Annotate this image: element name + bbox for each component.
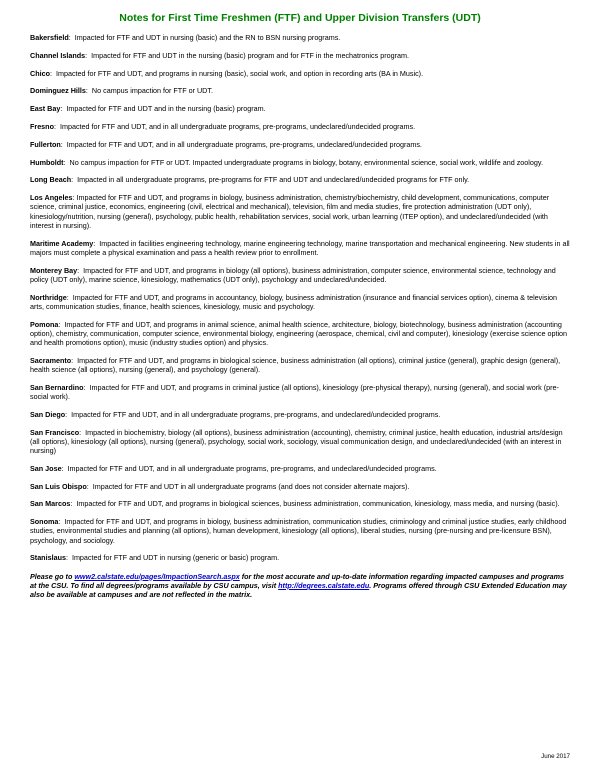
campus-name: Humboldt: [30, 157, 64, 167]
campus-impaction-text: Impacted for FTF and UDT in the nursing (basic) program and for FTF in the mechatronics program.: [91, 50, 409, 60]
campus-note: [30, 410, 570, 419]
campus-name: Bakersfield: [30, 33, 69, 42]
footnote-text-1: Please go to: [30, 571, 75, 581]
campus-name: San Jose: [30, 463, 62, 473]
campus-impaction-text: Impacted for FTF and UDT and in the nursing (basic) program.: [66, 104, 266, 114]
campus-note: [30, 51, 570, 60]
campus-separator: :: [65, 553, 72, 563]
campus-separator: :: [83, 382, 90, 392]
campus-impaction-text: Impacted in facilities engineering technology, marine engineering technology, marine transportation and mechanical engineering. New students in all majors must complete a physical examination and pass a health review prior to enrollment.: [30, 238, 570, 257]
campus-name: San Luis Obispo: [30, 481, 87, 491]
campus-name: Stanislaus: [30, 553, 66, 563]
campus-separator: :: [68, 33, 75, 42]
campus-separator: :: [63, 157, 70, 167]
campus-impaction-text: Impacted for FTF and UDT, and programs in biology, business administration, communication studies, criminology and criminal justice studies, early childhood studies, environmental studies and planning (all options), human development, kinesiology (all options), liberal studies, nursing (pre-nursing and pre-licensure BSN), psychology, and sociology.: [30, 517, 567, 545]
campus-note: [30, 140, 570, 149]
campus-name: Maritime Academy: [30, 238, 94, 248]
campus-separator: :: [71, 355, 78, 365]
campus-note: [30, 69, 570, 78]
campus-separator: :: [49, 68, 56, 78]
campus-impaction-text: Impacted for FTF and UDT, and programs in biological sciences, business administration, communication, kinesiology, mass media, and nursing (basic).: [76, 499, 560, 509]
campus-name: San Marcos: [30, 499, 71, 509]
campus-notes-list: [30, 33, 570, 563]
campus-separator: :: [65, 409, 72, 419]
campus-separator: :: [60, 139, 67, 149]
campus-name: Chico: [30, 68, 50, 78]
campus-note: [30, 193, 570, 230]
campus-note: [30, 122, 570, 131]
campus-separator: :: [60, 104, 67, 114]
campus-separator: :: [85, 86, 92, 96]
campus-name: Monterey Bay: [30, 265, 78, 275]
campus-note: [30, 428, 570, 456]
campus-name: Pomona: [30, 319, 59, 329]
campus-impaction-text: Impacted for FTF and UDT in all undergraduate programs (and does not consider alternate majors).: [92, 481, 410, 491]
campus-separator: :: [85, 50, 92, 60]
campus-impaction-text: Impacted in biochemistry, biology (all options), business administration (accounting), chemistry, criminal justice, health education, industrial arts/design (all options), kinesiology (all options), nursing (general), psychology, social work, sociology, visual communication design, and undeclared/undecided (with an interest in nursing): [30, 427, 563, 455]
page-title: Notes for First Time Freshmen (FTF) and Upper Division Transfers (UDT): [119, 12, 481, 24]
footnote: [30, 572, 570, 600]
campus-separator: :: [77, 265, 84, 275]
campus-note: [30, 33, 570, 42]
campus-note: [30, 383, 570, 401]
campus-note: [30, 86, 570, 95]
campus-separator: :: [53, 121, 60, 131]
campus-name: Fullerton: [30, 139, 61, 149]
footnote-text-2: for the most accurate and up-to-date information regarding impacted campuses and programs at the CSU. To find all degrees/programs available by CSU campus, visit: [30, 571, 565, 590]
campus-name: Channel Islands: [30, 50, 86, 60]
campus-separator: :: [66, 292, 73, 302]
campus-note: [30, 293, 570, 311]
campus-impaction-text: Impacted for FTF and UDT, and programs in biological science, business administration (all options), criminal justice (general), graphic design (general), health science (all options), nursing (general), and psychology (general).: [30, 355, 561, 374]
campus-impaction-text: Impacted for FTF and UDT, and programs in accountancy, biology, business administration (insurance and financial services option), cinema & television arts, communication studies, finance, health sciences, kinesiology, music and psychology.: [30, 292, 558, 311]
campus-impaction-text: Impacted for FTF and UDT, and programs in biology, business administration, chemistry/biochemistry, child development, communications, computer science, criminal justice, economics, engineering (civil, electrical and mechanical), television, film and media studies, fire protection administration (UDT only), kinesiology/nutrition, nursing (general), psychology, public health, rehabilitation services, social work, urban learning (ITEP option), and undeclared/undecided (with interest in nursing).: [30, 193, 550, 230]
footnote-text-3: . Programs offered through CSU Extended Education may also be available at campuses and are not reflected in the matrix.: [30, 580, 567, 600]
campus-impaction-text: Impacted for FTF and UDT in nursing (basic) and the RN to BSN nursing programs.: [74, 33, 341, 42]
campus-name: San Francisco: [30, 427, 80, 437]
campus-impaction-text: Impacted for FTF and UDT, and programs in animal science, animal health science, architecture, biology, biotechnology, business administration (accounting option), chemistry, communication, computer science, environmental biology, engineering (aerospace, chemical, civil and computer), kinesiology (exercise science option and health promotions option), music (industry studies option) and physics.: [30, 319, 568, 347]
impaction-search-link[interactable]: www2.calstate.edu/pages/ImpactionSearch.aspx: [74, 571, 240, 581]
campus-note: [30, 158, 570, 167]
document-page: [30, 12, 570, 600]
campus-name: Dominguez Hills: [30, 86, 86, 96]
campus-impaction-text: Impacted in all undergraduate programs, pre-programs for FTF and UDT and undeclared/undecided programs for FTF only.: [77, 175, 470, 185]
campus-note: [30, 517, 570, 545]
campus-note: [30, 482, 570, 491]
campus-impaction-text: Impacted for FTF and UDT, and in all undergraduate programs, pre-programs, undeclared/undecided programs.: [59, 121, 416, 131]
degrees-link[interactable]: http://degrees.calstate.edu: [278, 580, 370, 590]
campus-note: [30, 239, 570, 257]
campus-separator: :: [71, 175, 78, 185]
campus-separator: :: [93, 238, 100, 248]
campus-impaction-text: Impacted for FTF and UDT in nursing (generic or basic) program.: [71, 553, 280, 563]
document-date: June 2017: [541, 753, 570, 760]
campus-name: Long Beach: [30, 175, 72, 185]
campus-separator: :: [79, 427, 86, 437]
campus-name: San Bernardino: [30, 382, 84, 392]
campus-impaction-text: Impacted for FTF and UDT, and programs in criminal justice (all options), kinesiology (pre-physical therapy), nursing (general), and social work (pre-social work).: [30, 382, 559, 401]
campus-impaction-text: Impacted for FTF and UDT, and programs in nursing (basic), social work, and option in recording arts (BA in Music).: [55, 68, 424, 78]
campus-note: [30, 356, 570, 374]
campus-separator: :: [58, 319, 65, 329]
campus-note: [30, 553, 570, 562]
campus-name: Northridge: [30, 292, 67, 302]
campus-separator: :: [72, 193, 77, 203]
campus-note: [30, 266, 570, 284]
campus-name: Sacramento: [30, 355, 72, 365]
campus-impaction-text: No campus impaction for FTF or UDT. Impacted undergraduate programs in biology, botany, environmental science, social work, wildlife and zoology.: [69, 157, 543, 167]
campus-name: San Diego: [30, 409, 66, 419]
campus-impaction-text: Impacted for FTF and UDT, and in all undergraduate programs, pre-programs, undeclared/undecided programs.: [66, 139, 422, 149]
campus-name: Fresno: [30, 121, 54, 131]
campus-note: [30, 320, 570, 348]
campus-separator: :: [58, 517, 65, 527]
campus-impaction-text: Impacted for FTF and UDT, and in all undergraduate programs, pre-programs, and undeclared/undecided programs.: [71, 409, 441, 419]
campus-name: Sonoma: [30, 517, 59, 527]
campus-note: [30, 104, 570, 113]
campus-separator: :: [70, 499, 77, 509]
campus-note: [30, 175, 570, 184]
campus-impaction-text: Impacted for FTF and UDT, and in all undergraduate programs, pre-programs, and undeclared/undecided programs.: [67, 463, 437, 473]
campus-note: [30, 464, 570, 473]
campus-name: Los Angeles: [30, 193, 73, 203]
campus-name: East Bay: [30, 104, 61, 114]
campus-separator: :: [86, 481, 93, 491]
campus-separator: :: [61, 463, 68, 473]
campus-impaction-text: Impacted for FTF and UDT, and programs in biology (all options), business administration, computer science, environmental science, technology and policy (UDT only), marine science, kinesiology, mathematics (UDT only), psychology and undeclared/undecided.: [30, 265, 556, 284]
campus-impaction-text: No campus impaction for FTF or UDT.: [91, 86, 213, 96]
campus-note: [30, 499, 570, 508]
